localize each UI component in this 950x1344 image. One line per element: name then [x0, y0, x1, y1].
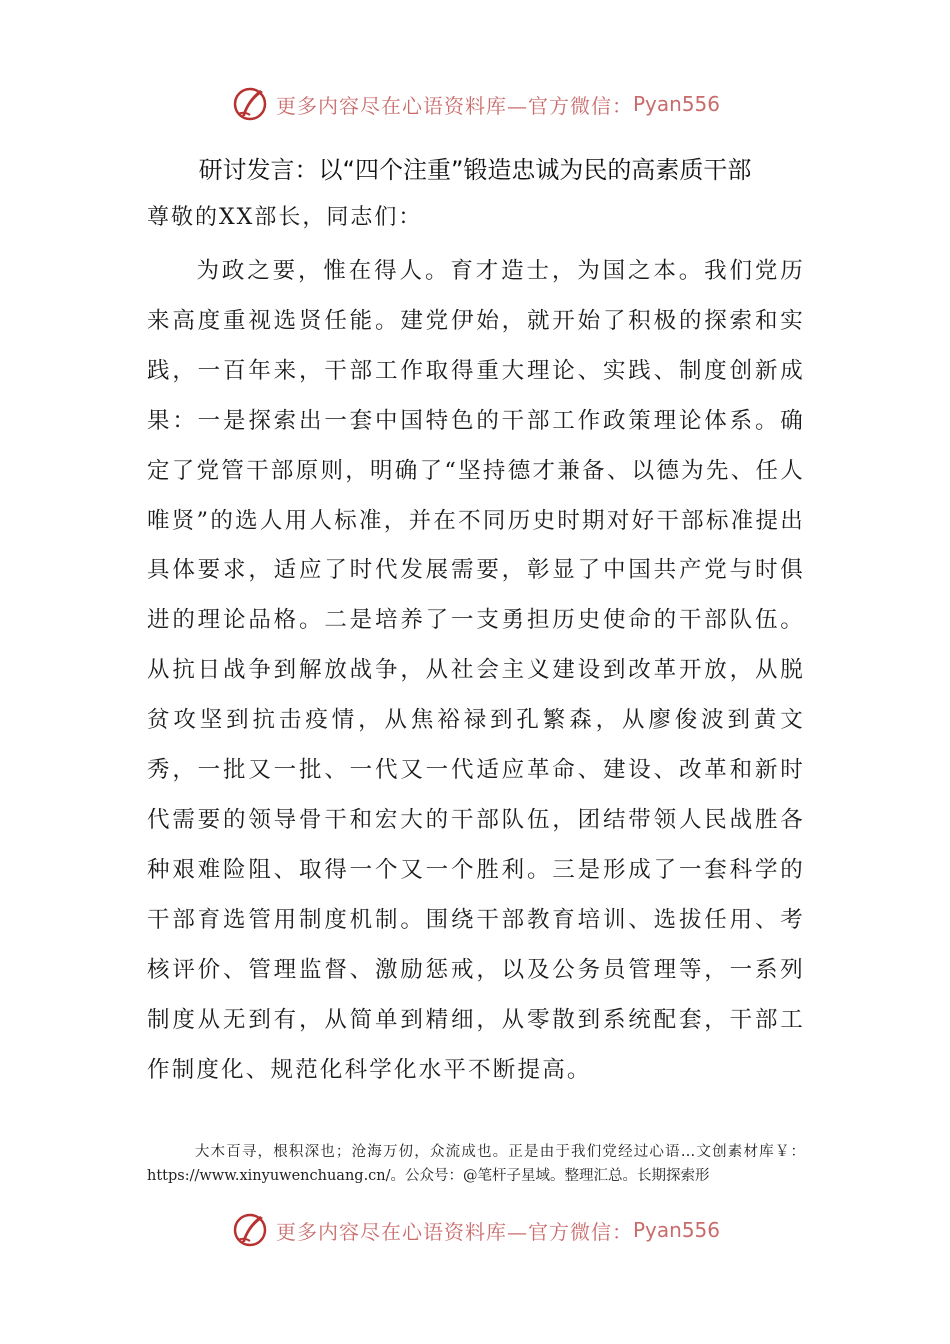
- body-paragraph: 为政之要，惟在得人。育才造士，为国之本。我们党历来高度重视选贤任能。建党伊始，就开始了积极的探索和实践，一百年来，干部工作取得重大理论、实践、制度创新成果：一是探索出一套中国特色的干部工作政策理论体系。确定了党管干部原则，明确了“坚持德才兼备、以德为先、任人唯贤”的选人用人标准，并在不同历史时期对好干部标准提出具体要求，适应了时代发展需要，彰显了中国共产党与时俱进的理论品格。二是培养了一支勇担历史使命的干部队伍。从抗日战争到解放战争，从社会主义建设到改革开放，从脱贫攻坚到抗击疫情，从焦裕禄到孔繁森，从廖俊波到黄文秀，一批又一批、一代又一代适应革命、建设、改革和新时代需要的领导骨干和宏大的干部队伍，团结带领人民战胜各种艰难险阻、取得一个又一个胜利。三是形成了一套科学的干部育选管用制度机制。围绕干部教育培训、选拔任用、考核评价、管理监督、激励惩戒，以及公务员管理等，一系列制度从无到有，从简单到精细，从零散到系统配套，干部工作制度化、规范化科学化水平不断提高。: [147, 258, 805, 1083]
- banner-text: 更多内容尽在心语资料库—官方微信：: [275, 93, 633, 118]
- salutation: 尊敬的XX部长，同志们：: [147, 205, 423, 230]
- footer-banner: [0, 1208, 950, 1252]
- banner-text: 更多内容尽在心语资料库—官方微信：: [275, 1219, 633, 1244]
- banner-wechat-id: Pyan556: [632, 1218, 720, 1242]
- quill-logo-icon: [230, 84, 270, 124]
- header-banner: [0, 82, 950, 126]
- quill-logo-icon: [230, 1210, 270, 1250]
- banner-wechat-id: Pyan556: [632, 92, 720, 116]
- footnote-paragraph: 大木百寻，根积深也；沧海万仞，众流成也。正是由于我们党经过心语…文创素材库￥：https://www.xinyuwenchuang.cn/。公众号：@笔杆子星域。整理汇总。长期探索形: [147, 1144, 805, 1184]
- document-title: 研讨发言：以“四个注重”锻造忠诚为民的高素质干部: [198, 156, 752, 184]
